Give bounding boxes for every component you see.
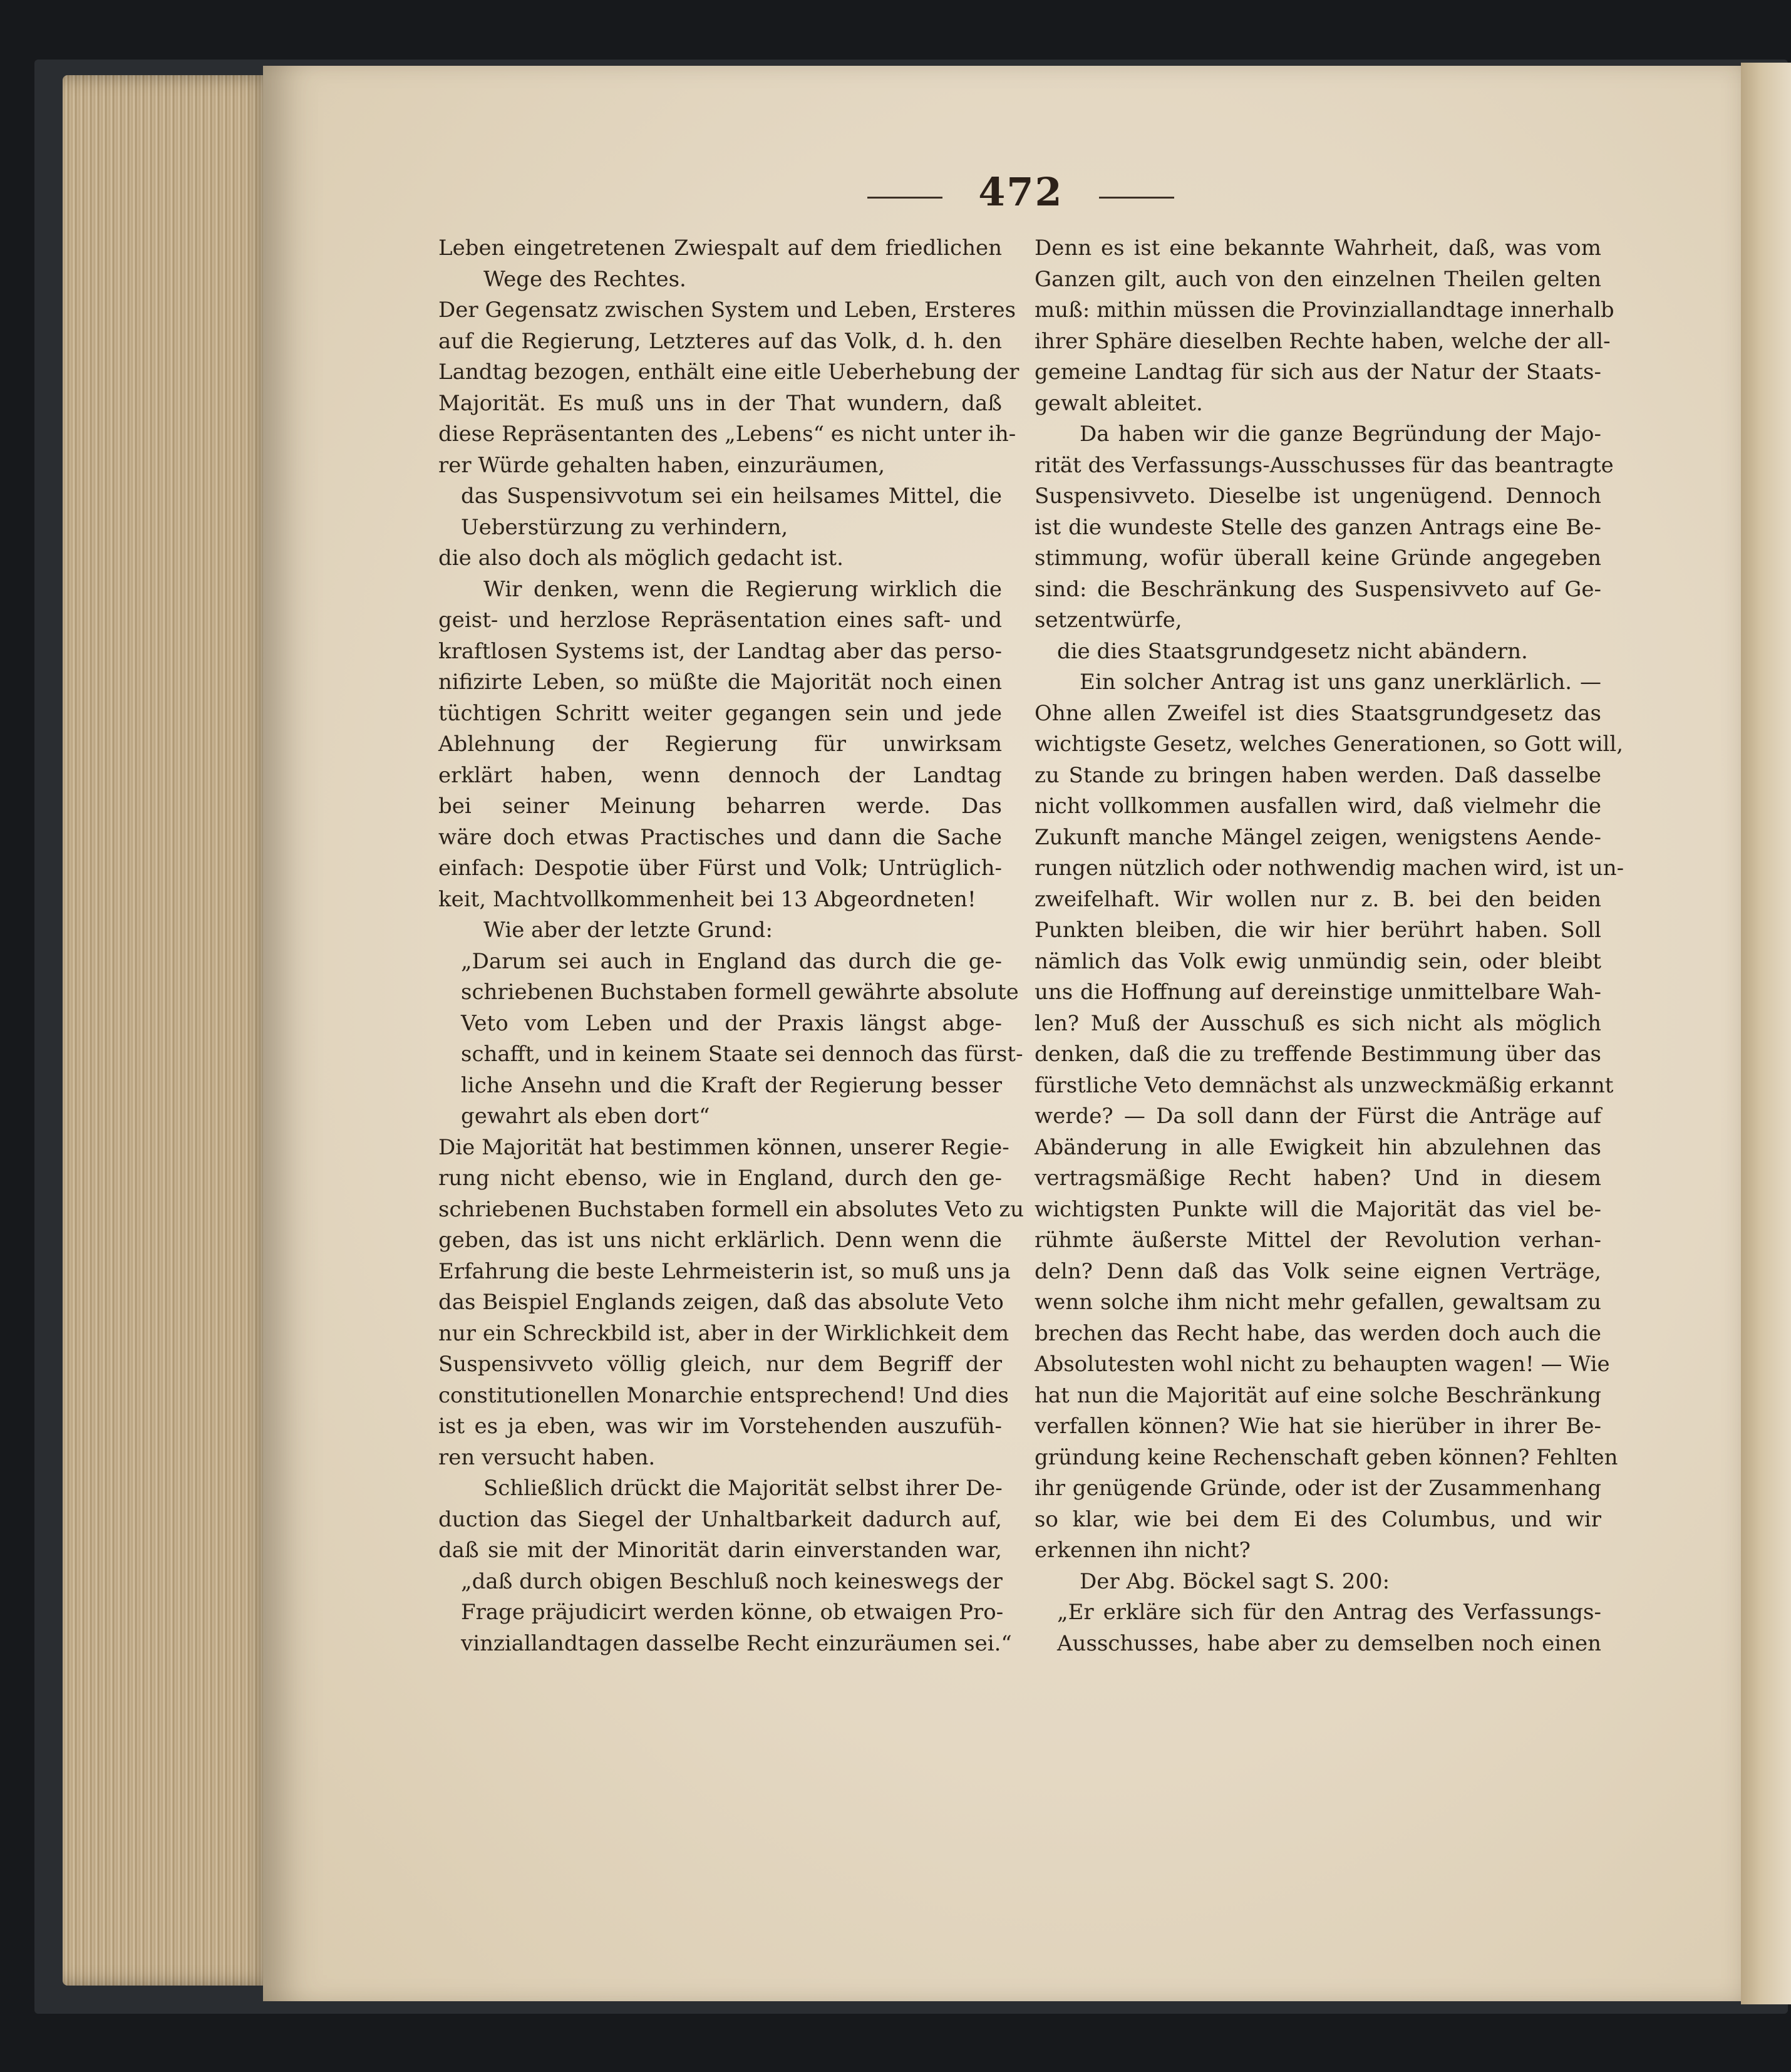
- text-line: Der Gegensatz zwischen System und Leben, Ersteres: [438, 298, 1016, 323]
- text-line: „Er erkläre sich für den Antrag des Verfassungs-: [1057, 1600, 1601, 1625]
- text-line: ren versucht haben.: [438, 1444, 656, 1470]
- right-column: [1035, 233, 1624, 1659]
- text-line: ist die wundeste Stelle des ganzen Antrags eine Be-: [1035, 514, 1601, 540]
- text-line: schriebenen Buchstaben formell ein absolutes Veto zu: [438, 1196, 1025, 1222]
- text-line: Absolutesten wohl nicht zu behaupten wagen! — Wie: [1035, 1352, 1610, 1377]
- text-line: Erfahrung die beste Lehrmeisterin ist, so muß uns ja: [438, 1258, 1011, 1284]
- text-line: stimmung, wofür überall keine Gründe angegeben: [1035, 546, 1601, 571]
- text-line: wichtigste Gesetz, welches Generationen, so Gott will,: [1035, 732, 1624, 757]
- text-line: die dies Staatsgrundgesetz nicht abändern.: [1057, 638, 1528, 664]
- text-line: Ueberstürzung zu verhindern,: [461, 514, 788, 540]
- text-line: Da haben wir die ganze Begründung der Majo-: [1080, 422, 1601, 447]
- text-line: bei seiner Meinung beharren werde. Das: [438, 794, 1002, 819]
- text-line: wenn solche ihm nicht mehr gefallen, gewaltsam zu: [1035, 1290, 1601, 1315]
- text-line: wäre doch etwas Practisches und dann die Sache: [438, 824, 1002, 850]
- text-line: gewalt ableitet.: [1035, 390, 1203, 416]
- text-line: Frage präjudicirt werden könne, ob etwaigen Pro-: [461, 1600, 1004, 1625]
- text-line: erkennen ihn nicht?: [1035, 1538, 1251, 1563]
- text-line: wichtigsten Punkte will die Majorität das viel be-: [1035, 1196, 1601, 1222]
- text-line: fürstliche Veto demnächst als unzweckmäßig erkannt: [1035, 1072, 1614, 1098]
- text-line: brechen das Recht habe, das werden doch auch die: [1035, 1320, 1601, 1346]
- text-line: uns die Hoffnung auf dereinstige unmittelbare Wah-: [1035, 980, 1601, 1005]
- text-line: len? Muß der Ausschuß es sich nicht als möglich: [1035, 1010, 1601, 1036]
- text-line: auf die Regierung, Letzteres auf das Volk, d. h. den: [438, 328, 1002, 354]
- text-line: erklärt haben, wenn dennoch der Landtag: [438, 762, 1002, 788]
- text-line: zu Stande zu bringen haben werden. Daß dasselbe: [1035, 762, 1601, 788]
- text-line: duction das Siegel der Unhaltbarkeit dadurch auf,: [438, 1506, 1002, 1532]
- text-line: vinziallandtagen dasselbe Recht einzuräumen sei.“: [461, 1630, 1012, 1656]
- text-line: die also doch als möglich gedacht ist.: [438, 546, 844, 571]
- text-line: keit, Machtvollkommenheit bei 13 Abgeordneten!: [438, 886, 976, 912]
- text-line: Die Majorität hat bestimmen können, unserer Regie-: [438, 1134, 1009, 1160]
- text-line: deln? Denn daß das Volk seine eignen Verträge,: [1035, 1258, 1601, 1284]
- text-line: Leben eingetretenen Zwiespalt auf dem friedlichen: [438, 236, 1002, 261]
- text-line: liche Ansehn und die Kraft der Regierung besser: [461, 1072, 1002, 1098]
- text-line: Wir denken, wenn die Regierung wirklich die: [483, 576, 1002, 602]
- text-line: einfach: Despotie über Fürst und Volk; Untrüglich-: [438, 856, 1002, 881]
- text-line: ihr genügende Gründe, oder ist der Zusammenhang: [1035, 1476, 1601, 1501]
- text-line: tüchtigen Schritt weiter gegangen sein und jede: [438, 700, 1002, 726]
- left-column: [438, 233, 1025, 1659]
- text-line: nicht vollkommen ausfallen wird, daß vielmehr die: [1035, 794, 1601, 819]
- page-header: [858, 169, 1184, 225]
- text-line: „Darum sei auch in England das durch die ge-: [461, 948, 1002, 974]
- text-line: Veto vom Leben und der Praxis längst abge-: [461, 1010, 1002, 1036]
- text-line: Landtag bezogen, enthält eine eitle Ueberhebung der: [438, 360, 1019, 385]
- text-line: vertragsmäßige Recht haben? Und in diesem: [1035, 1166, 1601, 1191]
- page-number: 472: [978, 169, 1063, 215]
- text-line: Wie aber der letzte Grund:: [483, 918, 773, 943]
- text-line: Wege des Rechtes.: [483, 266, 686, 292]
- text-line: muß: mithin müssen die Provinziallandtage innerhalb: [1035, 298, 1614, 323]
- text-line: gründung keine Rechenschaft geben können? Fehlten: [1035, 1444, 1618, 1470]
- text-line: schriebenen Buchstaben formell gewährte absolute: [461, 980, 1019, 1005]
- text-line: nämlich das Volk ewig unmündig sein, oder bleibt: [1035, 948, 1601, 974]
- text-line: denken, daß die zu treffende Bestimmung über das: [1035, 1042, 1601, 1067]
- text-line: Der Abg. Böckel sagt S. 200:: [1080, 1568, 1390, 1594]
- text-line: hat nun die Majorität auf eine solche Beschränkung: [1035, 1382, 1601, 1408]
- text-line: gemeine Landtag für sich aus der Natur der Staats-: [1035, 360, 1601, 385]
- text-line: kraftlosen Systems ist, der Landtag aber das perso-: [438, 638, 1002, 664]
- text-line: so klar, wie bei dem Ei des Columbus, und wir: [1035, 1506, 1601, 1532]
- text-line: Ein solcher Antrag ist uns ganz unerklärlich. —: [1080, 670, 1601, 695]
- text-line: Ganzen gilt, auch von den einzelnen Theilen gelten: [1035, 266, 1601, 292]
- text-line: diese Repräsentanten des „Lebens“ es nicht unter ih-: [438, 422, 1016, 447]
- text-line: Suspensivveto völlig gleich, nur dem Begriff der: [438, 1352, 1002, 1377]
- text-line: zweifelhaft. Wir wollen nur z. B. bei den beiden: [1035, 886, 1601, 912]
- text-line: geist- und herzlose Repräsentation eines saft- und: [438, 608, 1002, 633]
- text-line: rühmte äußerste Mittel der Revolution verhan-: [1035, 1228, 1601, 1253]
- text-line: rung nicht ebenso, wie in England, durch den ge-: [438, 1166, 1002, 1191]
- text-line: nur ein Schreckbild ist, aber in der Wirklichkeit dem: [438, 1320, 1009, 1346]
- facing-page-edge: [1741, 63, 1791, 2004]
- text-line: daß sie mit der Minorität darin einverstanden war,: [438, 1538, 1002, 1563]
- text-line: das Beispiel Englands zeigen, daß das absolute Veto: [438, 1290, 1004, 1315]
- header-rule-right: [1099, 197, 1174, 199]
- text-line: Ohne allen Zweifel ist dies Staatsgrundgesetz das: [1035, 700, 1601, 726]
- text-line: „daß durch obigen Beschluß noch keineswegs der: [461, 1568, 1003, 1594]
- text-line: rität des Verfassungs-Ausschusses für das beantragte: [1035, 452, 1614, 478]
- text-line: constitutionellen Monarchie entsprechend! Und dies: [438, 1382, 1009, 1408]
- text-line: ist es ja eben, was wir im Vorstehenden auszufüh-: [438, 1414, 1002, 1439]
- text-line: verfallen können? Wie hat sie hierüber in ihrer Be-: [1035, 1414, 1601, 1439]
- text-line: setzentwürfe,: [1035, 608, 1182, 633]
- text-line: ihrer Sphäre dieselben Rechte haben, welche der all-: [1035, 328, 1611, 354]
- text-line: rungen nützlich oder nothwendig machen wird, ist un-: [1035, 856, 1624, 881]
- text-line: Suspensivveto. Dieselbe ist ungenügend. Dennoch: [1035, 484, 1601, 509]
- text-line: Ausschusses, habe aber zu demselben noch einen: [1057, 1630, 1601, 1656]
- text-line: werde? — Da soll dann der Fürst die Anträge auf: [1035, 1104, 1601, 1129]
- text-line: schafft, und in keinem Staate sei dennoch das fürst-: [461, 1042, 1023, 1067]
- text-line: das Suspensivvotum sei ein heilsames Mittel, die: [461, 484, 1002, 509]
- text-line: Punkten bleiben, die wir hier berührt haben. Soll: [1035, 918, 1601, 943]
- page-edges: [63, 75, 276, 1986]
- text-line: Denn es ist eine bekannte Wahrheit, daß, was vom: [1035, 236, 1601, 261]
- text-line: nifizirte Leben, so müßte die Majorität noch einen: [438, 670, 1002, 695]
- text-line: Zukunft manche Mängel zeigen, wenigstens Aende-: [1035, 824, 1601, 850]
- text-line: gewahrt als eben dort“: [461, 1104, 710, 1129]
- text-line: Majorität. Es muß uns in der That wundern, daß: [438, 390, 1002, 416]
- text-line: rer Würde gehalten haben, einzuräumen,: [438, 452, 885, 478]
- text-line: geben, das ist uns nicht erklärlich. Denn wenn die: [438, 1228, 1002, 1253]
- text-line: Abänderung in alle Ewigkeit hin abzulehnen das: [1035, 1134, 1601, 1160]
- text-line: Ablehnung der Regierung für unwirksam: [438, 732, 1002, 757]
- text-line: Schließlich drückt die Majorität selbst ihrer De-: [483, 1476, 1003, 1501]
- text-line: sind: die Beschränkung des Suspensivveto auf Ge-: [1035, 576, 1601, 602]
